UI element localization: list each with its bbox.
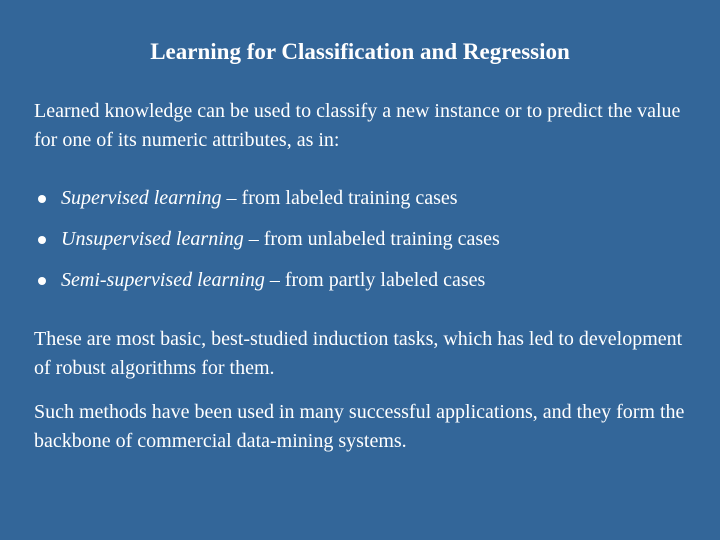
bullet-text: – from labeled training cases — [221, 187, 458, 209]
bullet-term: Semi-supervised learning — [61, 269, 265, 291]
slide-title: Learning for Classification and Regression — [150, 39, 570, 64]
bullet-dot-icon — [38, 236, 46, 244]
paragraph-induction-tasks: These are most basic, best-studied induction tasks, which has led to development of robust algorithms for them. — [34, 328, 683, 379]
intro-paragraph: Learned knowledge can be used to classify a new instance or to predict the value for one of its numeric attributes, as in: — [34, 100, 681, 151]
bullet-list — [34, 184, 694, 307]
bullet-text: – from unlabeled training cases — [243, 228, 500, 250]
paragraph-applications: Such methods have been used in many successful applications, and they form the backbone of commercial data-mining systems. — [34, 401, 685, 452]
bullet-dot-icon — [38, 277, 46, 285]
bullet-dot-icon — [38, 195, 46, 203]
bullet-term: Unsupervised learning — [61, 228, 244, 250]
bullet-item-unsupervised — [34, 225, 694, 266]
bullet-item-semi-supervised — [34, 266, 694, 307]
bullet-item-supervised — [34, 184, 694, 225]
bullet-text: – from partly labeled cases — [264, 269, 486, 291]
bullet-term: Supervised learning — [61, 187, 222, 209]
